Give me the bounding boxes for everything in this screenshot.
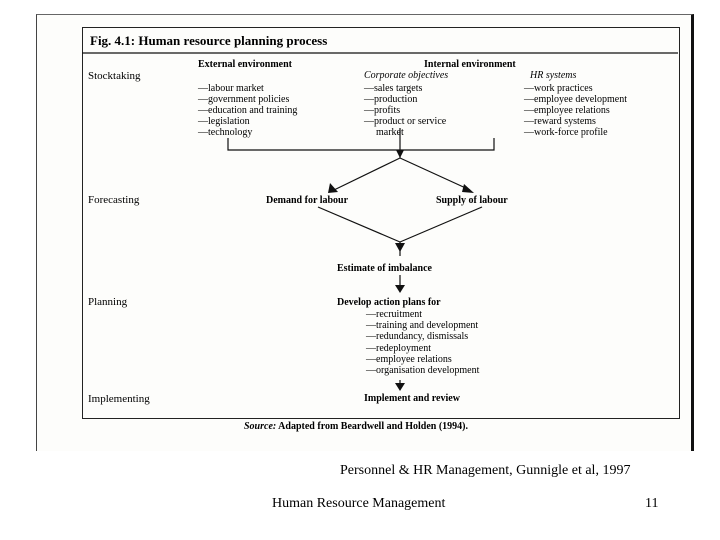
supply-node: Supply of labour xyxy=(436,195,508,206)
figure-title: Fig. 4.1: Human resource planning process xyxy=(90,33,328,48)
corporate-item: market xyxy=(376,127,404,138)
implement-node: Implement and review xyxy=(364,393,460,404)
action-item: —redeployment xyxy=(366,343,431,354)
action-item: —organisation development xyxy=(366,365,480,376)
external-item: —technology xyxy=(198,127,253,138)
arrow-head-supply xyxy=(462,184,474,193)
arrow-head-imbalance xyxy=(395,243,405,252)
action-item: —recruitment xyxy=(366,309,423,320)
slide-caption: Personnel & HR Management, Gunnigle et al, 1997 xyxy=(340,463,631,478)
from-demand-line xyxy=(318,207,400,242)
stage-planning: Planning xyxy=(88,296,128,308)
corporate-heading: Corporate objectives xyxy=(364,70,449,81)
hr-systems-heading: HR systems xyxy=(530,70,577,81)
corporate-item: —production xyxy=(364,94,418,105)
external-item: —government policies xyxy=(198,94,290,105)
hr-item: —employee relations xyxy=(524,105,610,116)
arrow-head-action xyxy=(395,285,405,293)
from-supply-line xyxy=(400,207,482,242)
footer-title: Human Resource Management xyxy=(272,496,446,511)
imbalance-node: Estimate of imbalance xyxy=(337,263,432,274)
figure-source xyxy=(244,422,468,432)
arrow-head-demand xyxy=(328,183,338,193)
arrow-head-implement xyxy=(395,383,405,391)
action-item: —redundancy, dismissals xyxy=(366,331,469,342)
stage-implementing: Implementing xyxy=(88,393,150,405)
corporate-item: —sales targets xyxy=(364,83,423,94)
external-item: —education and training xyxy=(198,105,298,116)
source-text: Adapted from Beardwell and Holden (1994). xyxy=(276,421,469,432)
action-item: —employee relations xyxy=(366,354,452,365)
hr-item: —work-force profile xyxy=(524,127,608,138)
to-supply-line xyxy=(400,158,470,190)
hr-item: —work practices xyxy=(524,83,593,94)
action-plans-heading: Develop action plans for xyxy=(337,297,441,308)
stage-stocktaking: Stocktaking xyxy=(88,70,141,82)
to-demand-line xyxy=(334,158,400,190)
hr-item: —reward systems xyxy=(524,116,596,127)
source-label: Source: xyxy=(244,421,277,432)
action-item: —training and development xyxy=(366,320,479,331)
page-number: 11 xyxy=(645,496,659,511)
corporate-item: —profits xyxy=(364,105,401,116)
external-heading: External environment xyxy=(198,59,292,70)
environment-bracket xyxy=(228,138,494,150)
stage-forecasting: Forecasting xyxy=(88,194,140,206)
external-item: —legislation xyxy=(198,116,250,127)
internal-heading: Internal environment xyxy=(424,59,516,70)
demand-node: Demand for labour xyxy=(266,195,349,206)
hr-item: —employee development xyxy=(524,94,628,105)
arrow-head-merge xyxy=(396,150,404,158)
corporate-item: —product or service xyxy=(364,116,447,127)
external-item: —labour market xyxy=(198,83,264,94)
